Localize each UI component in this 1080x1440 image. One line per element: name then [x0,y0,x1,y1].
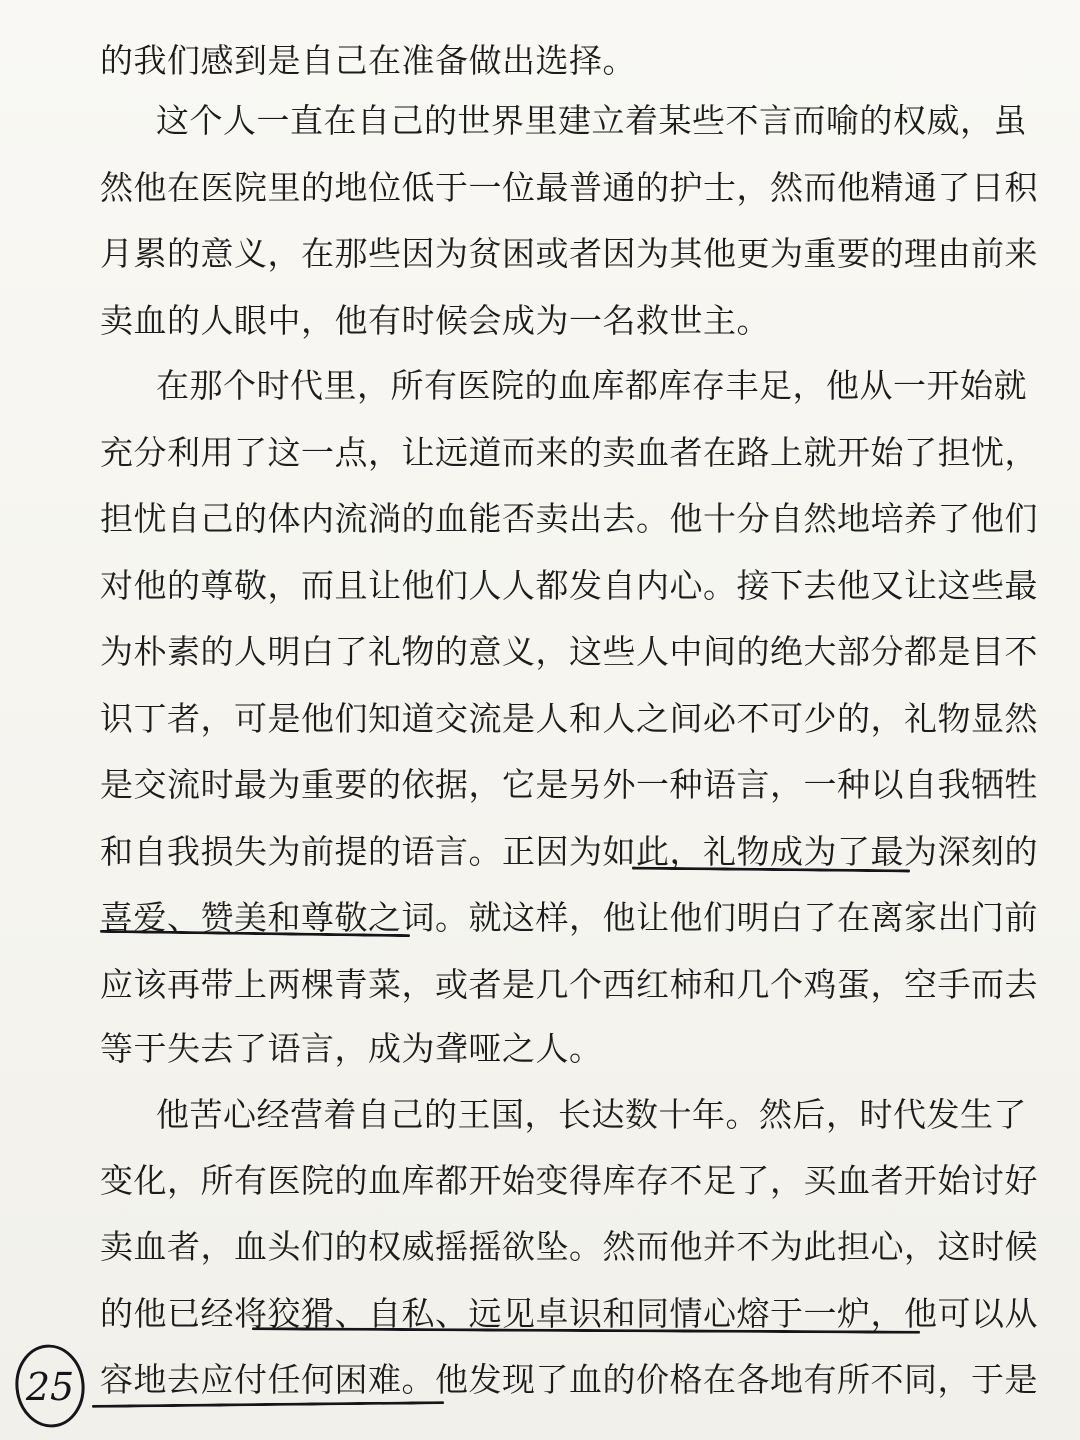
text-line-19: 卖血者，血头们的权威摇摇欲坠。然而他并不为此担心，这时候 [100,1227,1038,1266]
text-line-21: 容地去应付任何困难。他发现了血的价格在各地有所不同，于是 [100,1360,1038,1399]
text-line-5: 卖血的人眼中，他有时候会成为一名救世主。 [100,301,770,340]
text-line-9: 对他的尊敬，而且让他们人人都发自内心。接下去他又让这些最 [100,566,1038,605]
text-line-6: 在那个时代里，所有医院的血库都库存丰足，他从一开始就 [156,366,1027,405]
handwritten-page-number [10,1340,90,1430]
text-line-18: 变化，所有医院的血库都开始变得库存不足了，买血者开始讨好 [100,1161,1038,1200]
text-line-15: 应该再带上两棵青菜，或者是几个西红柿和几个鸡蛋，空手而去 [100,965,1038,1004]
text-line-3: 然他在医院里的地位低于一位最普通的护士，然而他精通了日积 [100,168,1038,207]
text-line-4: 月累的意义，在那些因为贫困或者因为其他更为重要的理由前来 [100,234,1038,273]
text-line-17: 他苦心经营着自己的王国，长达数十年。然后，时代发生了 [156,1095,1027,1134]
text-line-11: 识丁者，可是他们知道交流是人和人之间必不可少的，礼物显然 [100,699,1038,738]
text-line-10: 为朴素的人明白了礼物的意义，这些人中间的绝大部分都是目不 [100,632,1038,671]
text-line-16: 等于失去了语言，成为聋哑之人。 [100,1029,603,1068]
text-line-20: 的他已经将狡猾、自私、远见卓识和同情心熔于一炉，他可以从 [100,1294,1038,1333]
text-line-1: 的我们感到是自己在准备做出选择。 [100,41,636,80]
text-line-7: 充分利用了这一点，让远道而来的卖血者在路上就开始了担忧， [100,433,1038,472]
text-line-2: 这个人一直在自己的世界里建立着某些不言而喻的权威，虽 [156,101,1027,140]
text-line-8: 担忧自己的体内流淌的血能否卖出去。他十分自然地培养了他们 [100,499,1038,538]
page-number-text: 25 [25,1365,75,1409]
text-line-14: 喜爱、赞美和尊敬之词。就这样，他让他们明白了在离家出门前 [100,898,1038,937]
text-line-12: 是交流时最为重要的依据，它是另外一种语言，一种以自我牺牲 [100,765,1038,804]
text-line-13: 和自我损失为前提的语言。正因为如此，礼物成为了最为深刻的 [100,832,1038,871]
